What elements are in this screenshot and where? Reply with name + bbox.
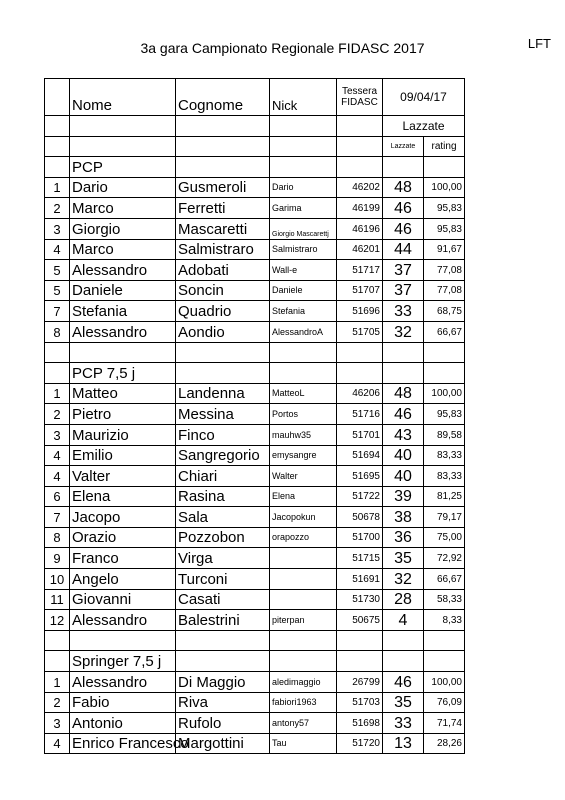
nick-cell: Daniele [270,280,337,301]
rank-cell: 4 [45,466,70,487]
nick-cell: Garima [270,198,337,219]
rating-cell: 75,00 [424,527,465,548]
tessera-cell: 51717 [337,260,383,281]
points-cell: 38 [383,507,424,528]
points-cell: 43 [383,424,424,445]
place-row [45,116,465,137]
table-row [45,445,465,466]
table-row [45,713,465,734]
nome-cell: Antonio [70,713,176,734]
header-nick: Nick [270,79,337,116]
rating-cell: 66,67 [424,321,465,342]
empty-cell [383,157,424,178]
empty-cell [337,651,383,672]
nome-cell: Emilio [70,445,176,466]
nome-cell: Pietro [70,404,176,425]
rating-cell: 95,83 [424,198,465,219]
points-cell: 32 [383,569,424,590]
rating-cell: 83,33 [424,445,465,466]
points-cell: 36 [383,527,424,548]
rank-cell: 3 [45,713,70,734]
points-cell: 33 [383,713,424,734]
rank-cell: 3 [45,218,70,239]
table-row [45,239,465,260]
nome-cell: Alessandro [70,610,176,631]
nome-cell: Marco [70,198,176,219]
nome-cell: Angelo [70,569,176,590]
empty-cell [270,136,337,157]
points-cell: 32 [383,321,424,342]
nick-cell: Dario [270,177,337,198]
nome-cell: Daniele [70,280,176,301]
cognome-cell: Balestrini [176,610,270,631]
rating-cell: 81,25 [424,486,465,507]
table-row [45,198,465,219]
table-row [45,610,465,631]
page-title: 3a gara Campionato Regionale FIDASC 2017 [140,40,425,56]
rank-cell: 7 [45,301,70,322]
empty-cell [270,342,337,363]
header-nome: Nome [70,79,176,116]
tessera-cell: 51703 [337,692,383,713]
nick-cell: MatteoL [270,383,337,404]
nome-cell: Elena [70,486,176,507]
rank-cell: 6 [45,486,70,507]
points-cell: 37 [383,280,424,301]
rating-cell: 100,00 [424,177,465,198]
nick-cell: emysangre [270,445,337,466]
nick-cell: Elena [270,486,337,507]
nome-cell: Giovanni [70,589,176,610]
rating-cell: 100,00 [424,383,465,404]
empty-cell [383,342,424,363]
rating-cell: 95,83 [424,404,465,425]
empty-cell [70,342,176,363]
empty-cell [337,342,383,363]
table-row [45,260,465,281]
tessera-cell: 51696 [337,301,383,322]
cognome-cell: Mascaretti [176,218,270,239]
tessera-cell: 51695 [337,466,383,487]
nick-cell: Salmistraro [270,239,337,260]
cognome-cell: Ferretti [176,198,270,219]
points-cell: 37 [383,260,424,281]
rank-cell: 3 [45,424,70,445]
empty-cell [424,342,465,363]
tessera-cell: 51730 [337,589,383,610]
points-cell: 35 [383,548,424,569]
rating-cell: 95,83 [424,218,465,239]
header-tessera: Tessera FIDASC [337,79,383,116]
tessera-cell: 51701 [337,424,383,445]
empty-cell [176,136,270,157]
rank-cell: 4 [45,445,70,466]
rank-cell: 1 [45,383,70,404]
subheader-row [45,136,465,157]
rank-cell: 10 [45,569,70,590]
empty-cell [424,363,465,384]
points-cell: 28 [383,589,424,610]
rank-cell: 2 [45,198,70,219]
empty-cell [45,651,70,672]
empty-cell [337,136,383,157]
rating-cell: 68,75 [424,301,465,322]
nome-cell: Franco [70,548,176,569]
points-cell: 48 [383,177,424,198]
table-row [45,424,465,445]
table-row [45,466,465,487]
table-row [45,548,465,569]
cognome-cell: Messina [176,404,270,425]
table-row [45,301,465,322]
tessera-cell: 51694 [337,445,383,466]
cognome-cell: Virga [176,548,270,569]
cognome-cell: Sala [176,507,270,528]
nick-cell: piterpan [270,610,337,631]
table-row [45,321,465,342]
nick-cell: AlessandroA [270,321,337,342]
empty-cell [70,630,176,651]
points-cell: 44 [383,239,424,260]
cognome-cell: Adobati [176,260,270,281]
tessera-cell: 51698 [337,713,383,734]
nick-cell [270,548,337,569]
section-name: Springer 7,5 j [70,651,176,672]
empty-cell [70,136,176,157]
table-row [45,486,465,507]
header-points: Lazzate [383,136,424,157]
nick-text: Giorgio Mascarettj [272,230,329,238]
tessera-cell: 46206 [337,383,383,404]
empty-cell [337,157,383,178]
empty-cell [45,342,70,363]
rank-cell: 1 [45,672,70,693]
rating-cell: 76,09 [424,692,465,713]
results-table [44,78,465,754]
rating-cell: 100,00 [424,672,465,693]
cognome-cell: Salmistraro [176,239,270,260]
empty-cell [45,630,70,651]
rating-cell: 79,17 [424,507,465,528]
points-cell: 46 [383,198,424,219]
cognome-cell: Soncin [176,280,270,301]
cognome-cell: Rasina [176,486,270,507]
cognome-cell: Casati [176,589,270,610]
cognome-cell: Sangregorio [176,445,270,466]
empty-cell [424,157,465,178]
table-row [45,589,465,610]
cognome-cell: Aondio [176,321,270,342]
empty-cell [270,630,337,651]
points-cell: 48 [383,383,424,404]
tessera-cell: 51700 [337,527,383,548]
tessera-cell: 50675 [337,610,383,631]
nick-cell: aledimaggio [270,672,337,693]
tessera-cell: 46202 [337,177,383,198]
points-cell: 33 [383,301,424,322]
tessera-cell: 51691 [337,569,383,590]
nome-cell: Alessandro [70,260,176,281]
rating-cell: 72,92 [424,548,465,569]
tessera-cell: 51720 [337,733,383,754]
cognome-cell: Riva [176,692,270,713]
rank-cell: 8 [45,527,70,548]
rating-cell: 89,58 [424,424,465,445]
nick-cell: fabiori1963 [270,692,337,713]
empty-cell [176,363,270,384]
blank-row [45,630,465,651]
header-place: Lazzate [383,116,465,137]
points-cell: 4 [383,610,424,631]
empty-cell [45,116,70,137]
empty-cell [70,116,176,137]
nome-cell: Orazio [70,527,176,548]
cognome-cell: Turconi [176,569,270,590]
cognome-cell: Chiari [176,466,270,487]
empty-cell [383,630,424,651]
points-cell: 46 [383,672,424,693]
nome-cell: Valter [70,466,176,487]
rank-cell: 11 [45,589,70,610]
rank-cell: 8 [45,321,70,342]
nome-cell: Enrico Francesco [70,733,176,754]
rank-cell: 7 [45,507,70,528]
nome-cell: Maurizio [70,424,176,445]
cognome-cell: Pozzobon [176,527,270,548]
corner-label: LFT [527,36,551,51]
header-cognome: Cognome [176,79,270,116]
empty-cell [337,630,383,651]
points-cell: 46 [383,218,424,239]
blank-row [45,342,465,363]
empty-cell [270,157,337,178]
tessera-cell: 51716 [337,404,383,425]
nick-cell: antony57 [270,713,337,734]
empty-cell [383,651,424,672]
nick-cell [270,569,337,590]
nick-cell: orapozzo [270,527,337,548]
table-row [45,383,465,404]
cognome-cell: Rufolo [176,713,270,734]
empty-cell [176,342,270,363]
rank-cell: 5 [45,280,70,301]
tessera-cell: 46201 [337,239,383,260]
table-row [45,507,465,528]
table-row [45,404,465,425]
empty-cell [337,363,383,384]
header-row [45,79,465,116]
table-row [45,280,465,301]
points-cell: 46 [383,404,424,425]
section-header-row [45,651,465,672]
points-cell: 40 [383,466,424,487]
table-row [45,692,465,713]
empty-cell [270,116,337,137]
empty-cell [270,363,337,384]
nick-cell: Portos [270,404,337,425]
nick-cell [270,218,337,239]
nick-cell [270,589,337,610]
empty-cell [337,116,383,137]
cognome-cell: Landenna [176,383,270,404]
rank-cell: 4 [45,733,70,754]
cognome-cell: Di Maggio [176,672,270,693]
rating-cell: 83,33 [424,466,465,487]
rating-cell: 28,26 [424,733,465,754]
rank-cell: 5 [45,260,70,281]
rating-cell: 71,74 [424,713,465,734]
table-row [45,177,465,198]
tessera-cell: 46196 [337,218,383,239]
rating-cell: 91,67 [424,239,465,260]
header-number-cell [45,79,70,116]
rank-cell: 4 [45,239,70,260]
empty-cell [424,651,465,672]
empty-cell [424,630,465,651]
table-row [45,733,465,754]
rank-cell: 1 [45,177,70,198]
nome-cell: Dario [70,177,176,198]
empty-cell [176,651,270,672]
rating-cell: 77,08 [424,260,465,281]
nome-cell: Marco [70,239,176,260]
tessera-cell: 51715 [337,548,383,569]
empty-cell [45,136,70,157]
tessera-cell: 51705 [337,321,383,342]
header-rating: rating [424,136,465,157]
empty-cell [45,363,70,384]
tessera-cell: 50678 [337,507,383,528]
nome-cell: Alessandro [70,672,176,693]
nick-cell: Wall-e [270,260,337,281]
cognome-cell: Gusmeroli [176,177,270,198]
rating-cell: 77,08 [424,280,465,301]
nome-cell: Giorgio [70,218,176,239]
nome-cell: Jacopo [70,507,176,528]
table-row [45,527,465,548]
nick-cell: Tau [270,733,337,754]
empty-cell [176,157,270,178]
points-cell: 13 [383,733,424,754]
nome-cell: Alessandro [70,321,176,342]
nick-cell: Stefania [270,301,337,322]
tessera-cell: 51722 [337,486,383,507]
empty-cell [383,363,424,384]
empty-cell [176,116,270,137]
rating-cell: 66,67 [424,569,465,590]
empty-cell [176,630,270,651]
tessera-cell: 51707 [337,280,383,301]
section-name: PCP 7,5 j [70,363,176,384]
cognome-cell: Quadrio [176,301,270,322]
rating-cell: 8,33 [424,610,465,631]
nome-cell: Fabio [70,692,176,713]
section-name: PCP [70,157,176,178]
nick-cell: Jacopokun [270,507,337,528]
points-cell: 39 [383,486,424,507]
nome-cell: Matteo [70,383,176,404]
points-cell: 40 [383,445,424,466]
points-cell: 35 [383,692,424,713]
cognome-cell: Finco [176,424,270,445]
tessera-cell: 26799 [337,672,383,693]
tessera-cell: 46199 [337,198,383,219]
table-row [45,569,465,590]
rank-cell: 2 [45,404,70,425]
rank-cell: 9 [45,548,70,569]
empty-cell [45,157,70,178]
empty-cell [270,651,337,672]
table-row [45,672,465,693]
rank-cell: 2 [45,692,70,713]
table-row [45,218,465,239]
nick-cell: Walter [270,466,337,487]
section-header-row [45,157,465,178]
nome-cell: Stefania [70,301,176,322]
header-date: 09/04/17 [383,79,465,116]
rank-cell: 12 [45,610,70,631]
rating-cell: 58,33 [424,589,465,610]
cognome-cell: Margottini [176,733,270,754]
section-header-row [45,363,465,384]
nick-cell: mauhw35 [270,424,337,445]
